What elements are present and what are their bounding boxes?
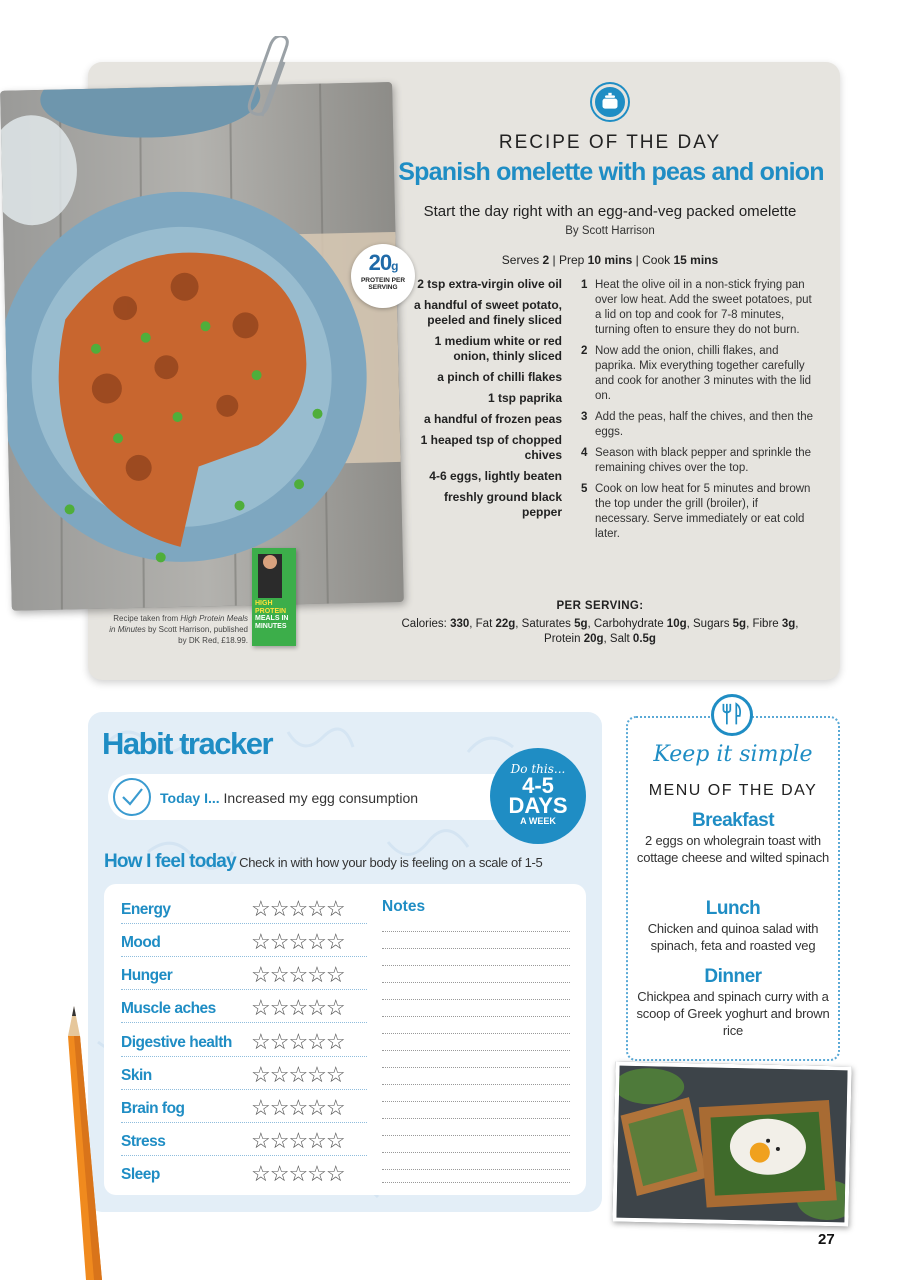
method-step: 1 Heat the olive oil in a non-stick frying pan over low heat. Add the sweet potatoes, put a lid on top and cook for 7-8 minutes, turning often to ensure they do not burn. — [581, 279, 812, 336]
ingredient-item: 1 tsp paprika — [487, 391, 562, 405]
notes-line[interactable] — [382, 999, 570, 1000]
rating-label: Hunger — [121, 967, 173, 984]
protein-badge: 20g PROTEIN PER SERVING — [351, 244, 415, 308]
egg-toast-photo — [612, 1062, 851, 1227]
notes-line[interactable] — [382, 1050, 570, 1051]
rating-label: Muscle aches — [121, 1000, 216, 1017]
omelette-photo — [0, 82, 404, 611]
notes-line[interactable] — [382, 965, 570, 966]
cooking-pot-icon — [592, 84, 628, 120]
meal-name: Lunch — [705, 898, 761, 919]
notes-line[interactable] — [382, 1084, 570, 1085]
pencil-icon — [62, 1006, 104, 1280]
rating-row-mood — [121, 929, 581, 955]
notes-line[interactable] — [382, 948, 570, 949]
notes-line[interactable] — [382, 1016, 570, 1017]
star-rating[interactable]: ☆☆☆☆☆ — [251, 1161, 345, 1186]
notes-line[interactable] — [382, 1033, 570, 1034]
meal-lunch — [630, 898, 836, 954]
page-number: 27 — [818, 1231, 835, 1248]
notes-line[interactable] — [382, 1118, 570, 1119]
method-step: 4 Season with black pepper and sprinkle the remaining chives over the top. — [581, 447, 812, 474]
recipe-subtitle: Start the day right with an egg-and-veg packed omelette — [423, 203, 797, 220]
notes-line[interactable] — [382, 1101, 570, 1102]
notes-label: Notes — [382, 898, 426, 915]
how-i-feel-heading: How I feel today Check in with how your body is feeling on a scale of 1-5 — [104, 851, 543, 872]
recipe-author: By Scott Harrison — [565, 225, 655, 237]
method-step: 5 Cook on low heat for 5 minutes and brown the top under the grill (broiler), if necessary. Serve immediately or eat cold later. — [581, 483, 811, 540]
star-rating[interactable]: ☆☆☆☆☆ — [251, 929, 345, 954]
rating-label: Energy — [121, 901, 171, 918]
star-rating[interactable]: ☆☆☆☆☆ — [251, 1095, 345, 1120]
menu-script-title: Keep it simple — [653, 742, 813, 767]
star-rating[interactable]: ☆☆☆☆☆ — [251, 1128, 345, 1153]
ingredient-item: 1 heaped tsp of chopped chives — [420, 433, 562, 462]
meal-description: 2 eggs on wholegrain toast with cottage cheese and wilted spinach — [636, 833, 830, 865]
notes-line[interactable] — [382, 1067, 570, 1068]
meal-description: Chicken and quinoa salad with spinach, feta and roasted veg — [647, 921, 819, 953]
rating-label: Skin — [121, 1067, 152, 1084]
recipe-meta: Serves 2 | Prep 10 mins | Cook 15 mins — [501, 253, 719, 267]
ingredient-item: 1 medium white or red onion, thinly sliced — [434, 334, 562, 363]
notes-line[interactable] — [382, 931, 570, 932]
rating-row-stress — [121, 1128, 581, 1154]
rating-label: Sleep — [121, 1166, 160, 1183]
book-cover — [252, 548, 296, 646]
ingredient-item: a handful of frozen peas — [423, 412, 562, 426]
recipe-title: Spanish omelette with peas and onion — [398, 158, 824, 186]
habit-tracker-title: Habit tracker — [102, 726, 273, 761]
star-rating[interactable]: ☆☆☆☆☆ — [251, 1062, 345, 1087]
fork-knife-icon — [711, 694, 753, 736]
ingredient-item: a pinch of chilli flakes — [437, 370, 562, 384]
meal-name: Breakfast — [691, 810, 775, 831]
book-cover-title-2: MEALS IN MINUTES — [255, 615, 289, 630]
rating-label: Stress — [121, 1133, 166, 1150]
recipe-kicker: RECIPE OF THE DAY — [498, 132, 722, 153]
meal-description: Chickpea and spinach curry with a scoop of Greek yoghurt and brown rice — [636, 989, 830, 1038]
ingredient-item: a handful of sweet potato, peeled and finely sliced — [413, 298, 562, 327]
protein-badge-label: PROTEIN PER SERVING — [360, 277, 406, 291]
checkmark-circle-icon[interactable] — [112, 777, 152, 817]
method-list — [581, 278, 815, 548]
rating-label: Mood — [121, 934, 161, 951]
menu-kicker: MENU OF THE DAY — [648, 782, 818, 799]
rating-label: Digestive health — [121, 1034, 232, 1051]
do-this-range: 4-5 — [522, 773, 554, 798]
meal-breakfast — [630, 810, 836, 866]
paperclip-icon — [242, 36, 302, 120]
do-this-week: A WEEK — [520, 816, 556, 826]
per-serving-title: PER SERVING: — [556, 600, 644, 612]
meal-dinner — [630, 966, 836, 1039]
today-habit-text: Today I... Increased my egg consumption — [160, 790, 419, 806]
notes-line[interactable] — [382, 1135, 570, 1136]
meal-name: Dinner — [704, 966, 762, 987]
ingredient-item: 4-6 eggs, lightly beaten — [429, 469, 562, 483]
recipe-source-credit: Recipe taken from High Protein Meals in Minutes by Scott Harrison, published by DK Red, £18.99. — [109, 614, 248, 645]
notes-line[interactable] — [382, 1169, 570, 1170]
do-this-badge — [490, 748, 586, 844]
ingredient-item: 2 tsp extra-virgin olive oil — [417, 277, 562, 291]
do-this-script: Do this... — [510, 762, 566, 776]
star-rating[interactable]: ☆☆☆☆☆ — [251, 1029, 345, 1054]
method-step: 2 Now add the onion, chilli flakes, and paprika. Mix everything together carefully and cook for another 3 minutes with the lid on. — [581, 345, 812, 402]
rating-row-sleep — [121, 1161, 581, 1187]
nutrition-info: Calories: 330, Fat 22g, Saturates 5g, Carbohydrate 10g, Sugars 5g, Fibre 3g, Protein 20g, Salt 0.5g — [401, 618, 799, 645]
ingredient-list — [408, 277, 562, 526]
book-cover-title-1: HIGH PROTEIN — [255, 600, 287, 615]
rating-label: Brain fog — [121, 1100, 185, 1117]
star-rating[interactable]: ☆☆☆☆☆ — [251, 962, 345, 987]
star-rating[interactable]: ☆☆☆☆☆ — [251, 995, 345, 1020]
do-this-days: DAYS — [508, 793, 568, 818]
notes-line[interactable] — [382, 1152, 570, 1153]
ingredient-item: freshly ground black pepper — [443, 490, 562, 519]
notes-line[interactable] — [382, 982, 570, 983]
rating-row-energy — [121, 896, 581, 922]
notes-line[interactable] — [382, 1182, 570, 1183]
method-step: 3 Add the peas, half the chives, and then the eggs. — [581, 411, 814, 438]
star-rating[interactable]: ☆☆☆☆☆ — [251, 896, 345, 921]
